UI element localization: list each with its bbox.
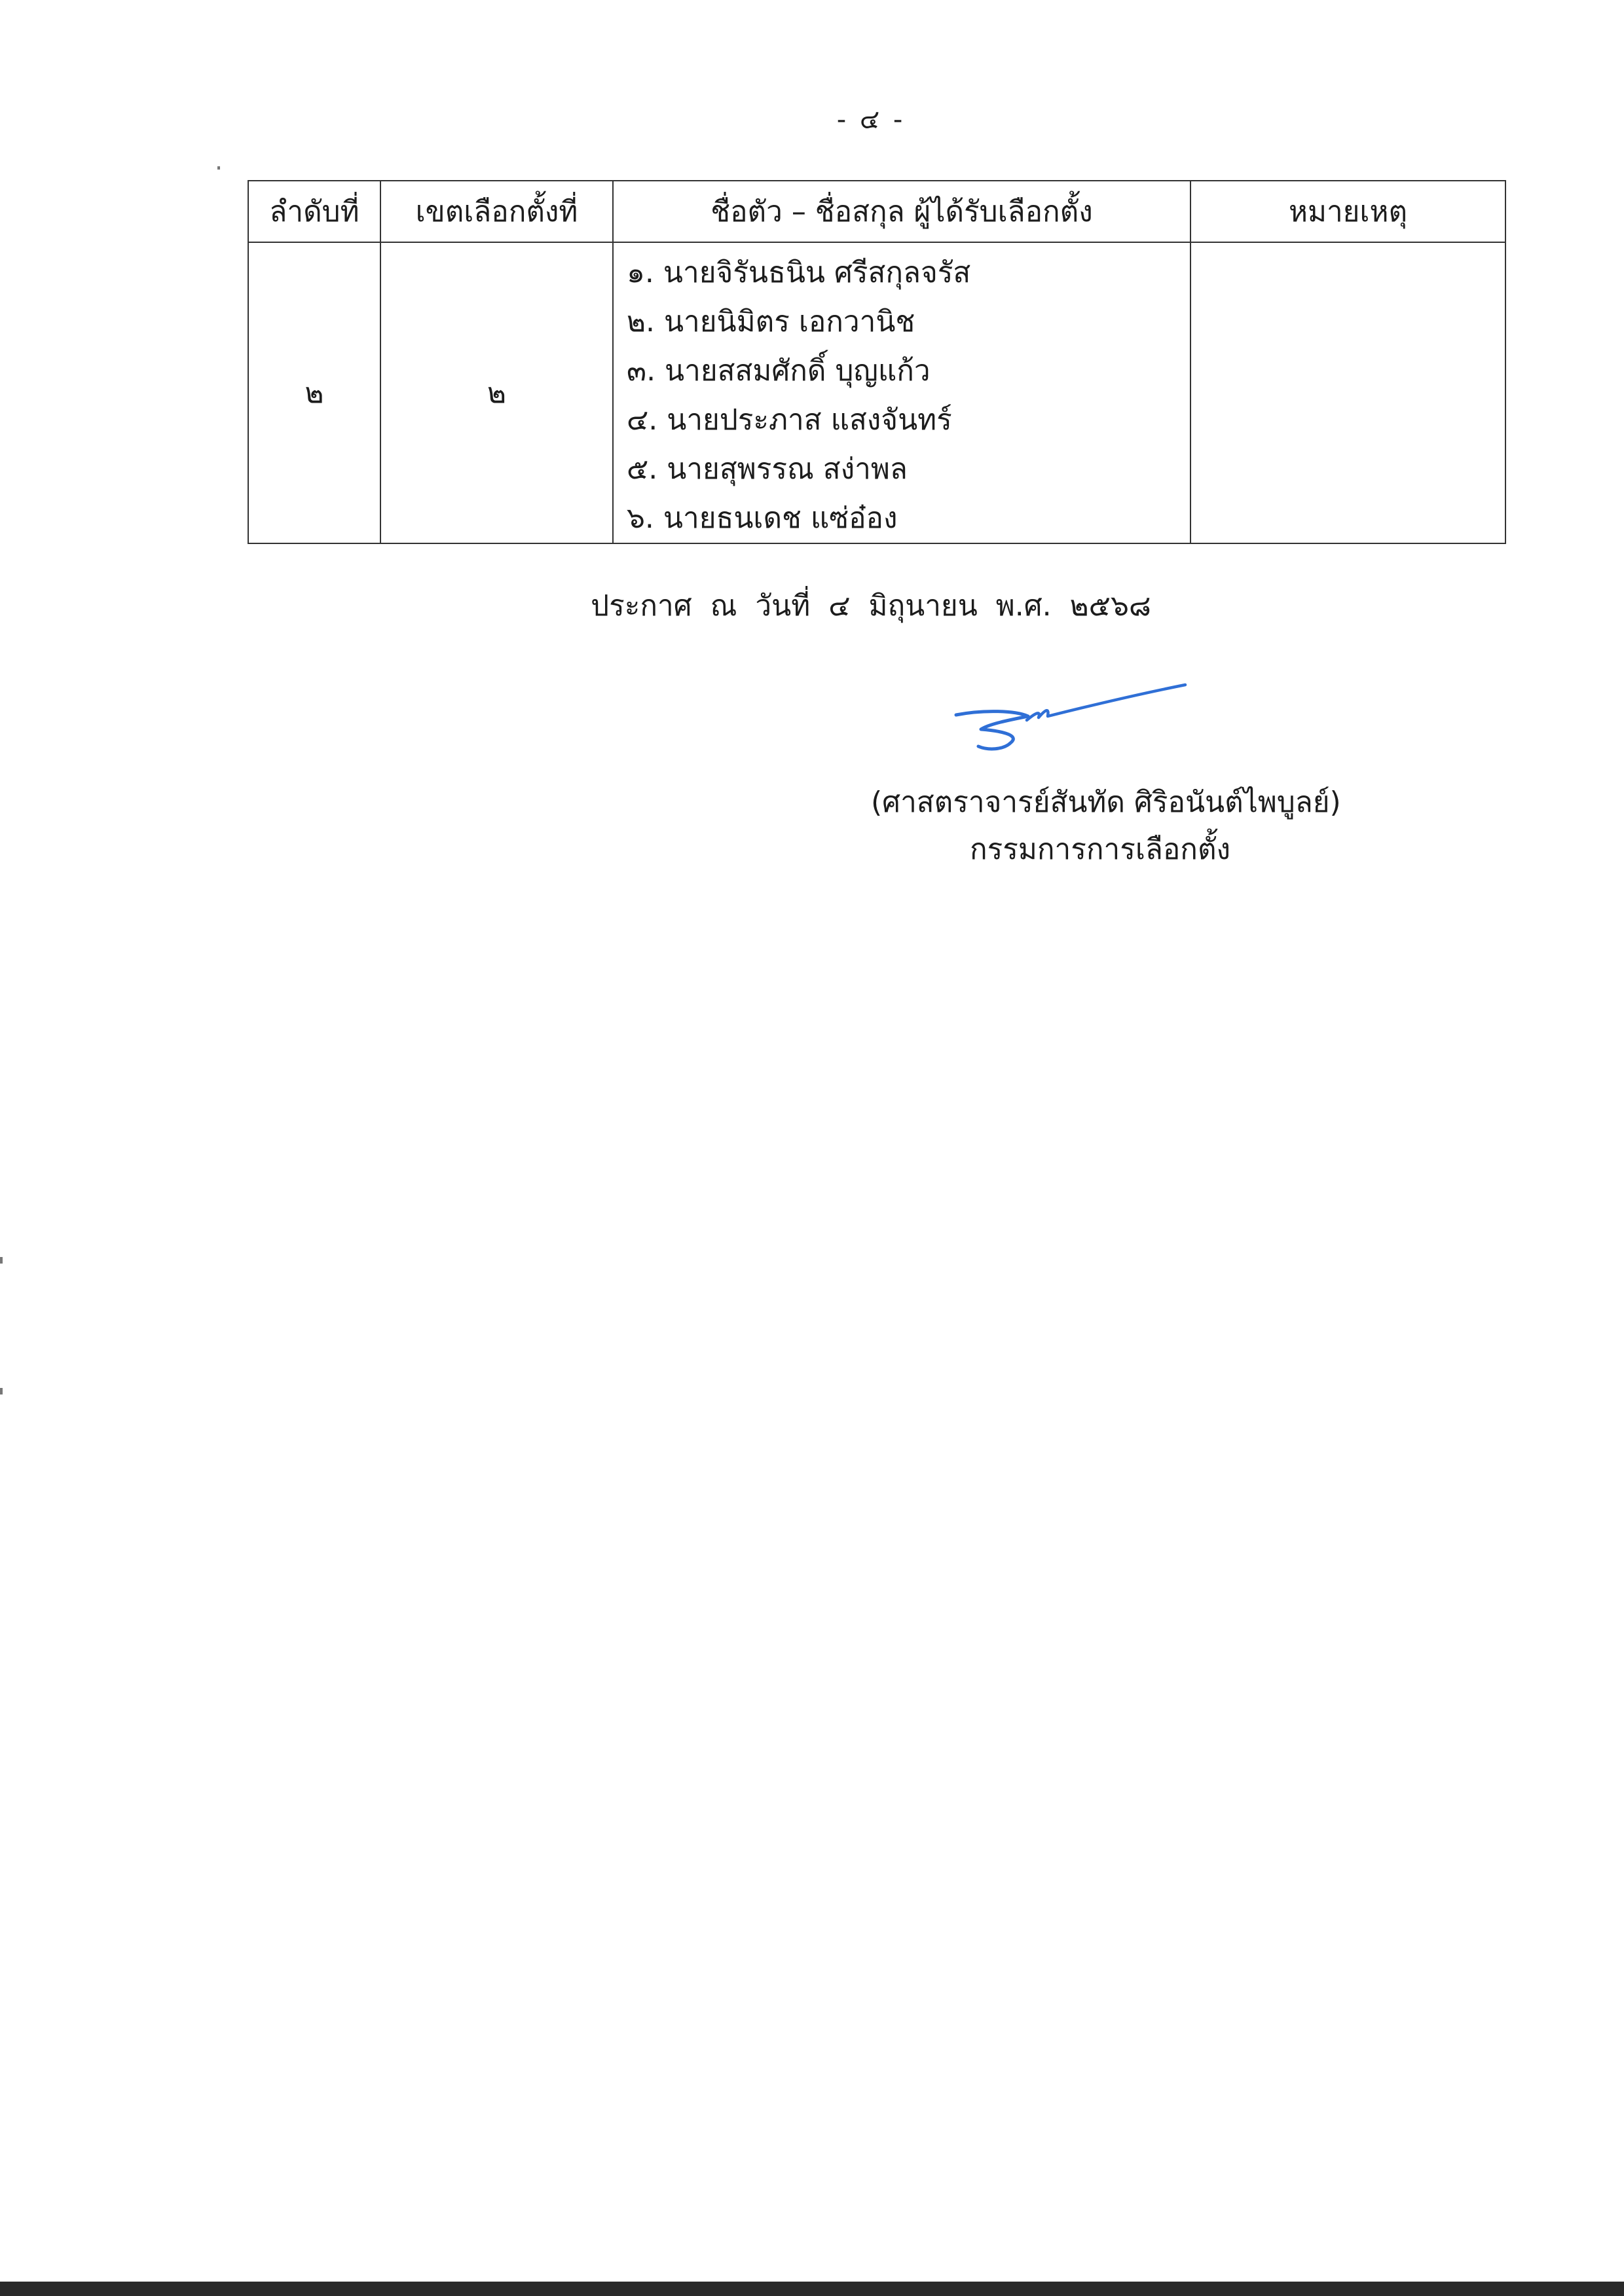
table-header-row bbox=[248, 181, 1505, 242]
cell-remark bbox=[1190, 242, 1505, 543]
list-item: ๔. นายประภาส แสงจันทร์ bbox=[627, 403, 952, 437]
signer-title: กรรมการการเลือกตั้ง bbox=[970, 833, 1230, 866]
scan-bottom-edge bbox=[0, 2282, 1624, 2296]
scan-speck bbox=[217, 166, 220, 170]
cell-elected-names bbox=[613, 242, 1190, 543]
header-district: เขตเลือกตั้งที่ bbox=[380, 181, 613, 242]
cell-order: ๒ bbox=[248, 242, 380, 543]
list-item: ๒. นายนิมิตร เอกวานิช bbox=[627, 305, 915, 338]
list-item: ๑. นายจิรันธนิน ศรีสกุลจรัส bbox=[627, 256, 971, 289]
list-item: ๖. นายธนเดช แซ่อ๋อง bbox=[627, 501, 898, 535]
election-results-table bbox=[248, 180, 1506, 544]
scan-speck bbox=[0, 1257, 3, 1264]
list-item: ๕. นายสุพรรณ สง่าพล bbox=[627, 452, 908, 486]
header-remark: หมายเหตุ bbox=[1190, 181, 1505, 242]
handwritten-signature bbox=[943, 674, 1192, 759]
list-item: ๓. นายสสมศักดิ์ บุญแก้ว bbox=[627, 354, 931, 388]
announcement-date: ประกาศ ณ วันที่ ๔ มิถุนายน พ.ศ. ๒๕๖๘ bbox=[591, 589, 1151, 623]
header-elected-name: ชื่อตัว – ชื่อสกุล ผู้ได้รับเลือกตั้ง bbox=[613, 181, 1190, 242]
table-row bbox=[248, 242, 1505, 543]
scan-speck bbox=[0, 1388, 3, 1394]
elected-name-list bbox=[614, 243, 1190, 543]
page-number: - ๔ - bbox=[836, 105, 906, 135]
header-order: ลำดับที่ bbox=[248, 181, 380, 242]
cell-district: ๒ bbox=[380, 242, 613, 543]
signer-name: (ศาสตราจารย์สันทัด ศิริอนันต์ไพบูลย์) bbox=[871, 786, 1341, 819]
